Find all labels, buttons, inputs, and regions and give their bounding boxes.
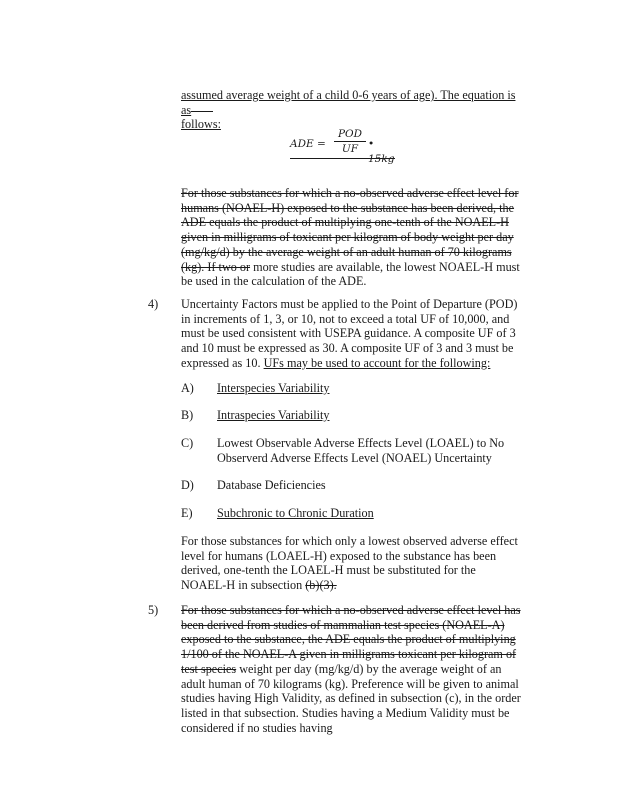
subitem-c-letter: C) <box>181 436 194 450</box>
item-5-number: 5) <box>148 603 159 617</box>
intro-paragraph <box>181 88 521 132</box>
noael-h-struck-text: For those substances for which a no-observed adverse effect level for humans (NOAEL-H) exposed to the substance has been derived, the ADE equals the product of multiplying one-tenth of the NOAEL-H given in milligrams of toxicant per kilogram of body weight per day (mg/kg/d) by the average weight of an adult human of 70 kilograms (kg). If two or <box>181 186 519 274</box>
equation-lhs: ADE = <box>290 138 326 150</box>
item-5-struck-text: For those substances for which a no-observed adverse effect level has been derived from studies of mammalian test species (NOAEL-A) exposed to the substance, the ADE equals the product of multiplying 1/100 of the NOAEL-A given in milligrams toxicant per kilogram of test species <box>181 603 521 676</box>
intro-underline-tail <box>191 111 213 112</box>
subitem-c-text: Lowest Observable Adverse Effects Level (LOAEL) to No Observerd Adverse Effects Level (NOAEL) Uncertainty <box>217 436 505 465</box>
equation-rhs: • 15kg <box>368 138 395 165</box>
fraction-bar <box>334 141 366 142</box>
item-4-lead: UFs may be used to account for the following: <box>263 355 491 370</box>
ade-equation <box>290 128 395 165</box>
intro-line-1: assumed average weight of a child 0-6 years of age). The equation is as <box>181 88 516 117</box>
intro-line-2: follows: <box>181 117 221 132</box>
equation-denominator: UF <box>341 143 359 155</box>
item-5-plain-text: weight per day (mg/kg/d) by the average weight of an adult human of 70 kilograms (kg). Preference will be given to animal studies having High Validity, as defined in subsection (c), in the order listed in that subsection. Studies having a Medium Validity must be considered if no studies having <box>181 661 521 735</box>
item-5-paragraph <box>181 603 521 735</box>
subitem-d-text: Database Deficiencies <box>217 478 326 492</box>
loael-text: For those substances for which only a lowest observed adverse effect level for humans (LOAEL-H) exposed to the substance has been derived, one-tenth the LOAEL-H must be substituted for the NOAEL-H in subsection <box>181 534 518 593</box>
subitem-a-text: Interspecies Variability <box>217 381 330 395</box>
loael-paragraph <box>181 534 521 593</box>
subitem-a-letter: A) <box>181 381 194 395</box>
subitem-b-text: Intraspecies Variability <box>217 408 330 422</box>
equation-fraction <box>334 128 366 155</box>
equation-numerator: POD <box>337 128 363 140</box>
subitem-d-letter: D) <box>181 478 194 492</box>
noael-h-paragraph <box>181 186 521 289</box>
subitem-e-letter: E) <box>181 506 193 520</box>
loael-struck-ref: (b)(3). <box>305 578 337 593</box>
noael-h-plain-text: more studies are available, the lowest NOAEL-H must be used in the calculation of the ADE. <box>181 259 520 289</box>
item-4-paragraph <box>181 297 521 371</box>
item-4-number: 4) <box>148 297 159 311</box>
subitem-e-text: Subchronic to Chronic Duration <box>217 506 374 520</box>
subitem-b-letter: B) <box>181 408 194 422</box>
item-4-text: Uncertainty Factors must be applied to the Point of Departure (POD) in increments of 1, 3, or 10, not to exceed a total UF of 10,000, and must be used consistent with USEPA guidance. A composite UF of 3 and 10 must be expressed as 30. A composite UF of 3 and 3 must be expressed as 10. <box>181 297 518 370</box>
